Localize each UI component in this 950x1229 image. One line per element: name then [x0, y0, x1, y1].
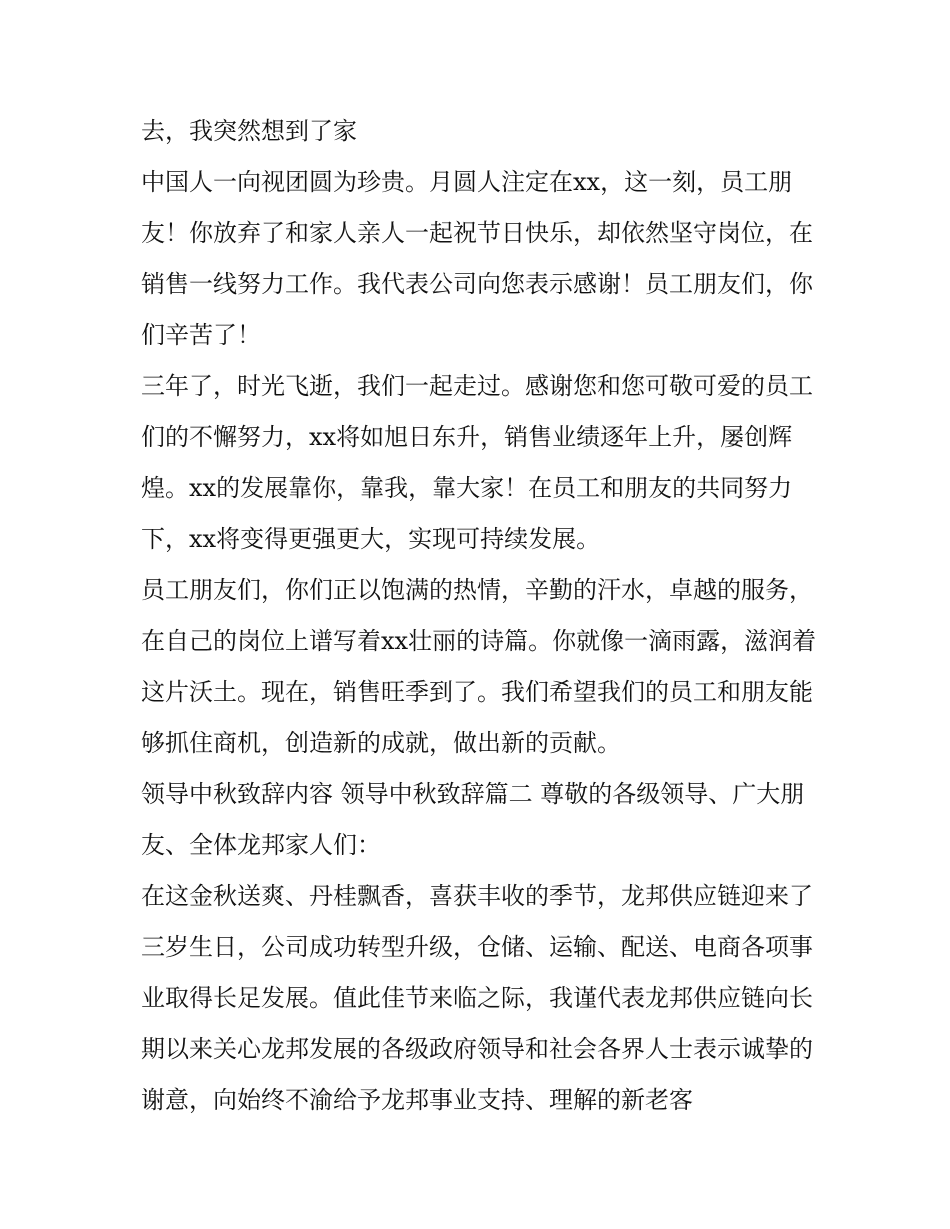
paragraph-2: 中国人一向视团圆为珍贵。月圆人注定在xx，这一刻，员工朋友！你放弃了和家人亲人一起祝节日快乐，却依然坚守岗位，在销售一线努力工作。我代表公司向您表示感谢！员工朋友们，你们辛苦了！	[141, 168, 813, 349]
document-body	[141, 106, 821, 1126]
paragraph-5: 领导中秋致辞内容 领导中秋致辞篇二 尊敬的各级领导、广大朋友、全体龙邦家人们：	[141, 780, 805, 859]
paragraph-4: 员工朋友们，你们正以饱满的热情，辛勤的汗水，卓越的服务，在自己的岗位上谱写着xx壮丽的诗篇。你就像一滴雨露，滋润着这片沃土。现在，销售旺季到了。我们希望我们的员工和朋友能够抓住商机，创造新的成就，做出新的贡献。	[141, 576, 817, 757]
paragraph-1: 去，我突然想到了家	[141, 117, 357, 145]
paragraph-3: 三年了，时光飞逝，我们一起走过。感谢您和您可敬可爱的员工们的不懈努力，xx将如旭日东升，销售业绩逐年上升，屡创辉煌。xx的发展靠你，靠我，靠大家！在员工和朋友的共同努力下，xx将变得更强更大，实现可持续发展。	[141, 372, 813, 553]
paragraph-6: 在这金秋送爽、丹桂飘香，喜获丰收的季节，龙邦供应链迎来了三岁生日，公司成功转型升级，仓储、运输、配送、电商各项事业取得长足发展。值此佳节来临之际，我谨代表龙邦供应链向长期以来关心龙邦发展的各级政府领导和社会各界人士表示诚挚的谢意，向始终不渝给予龙邦事业支持、理解的新老客	[141, 882, 813, 1114]
